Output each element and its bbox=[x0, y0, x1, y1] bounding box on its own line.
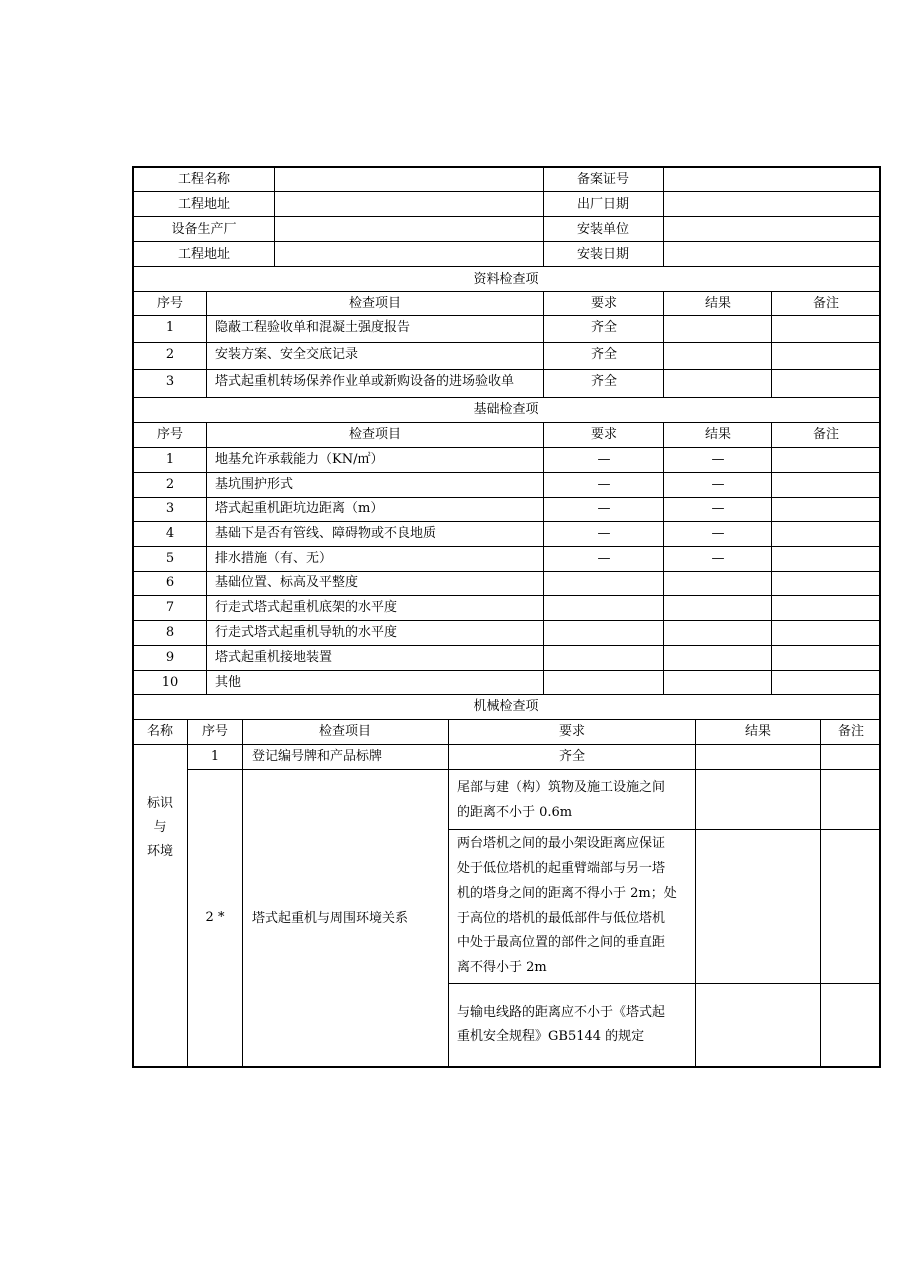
machine-row-req: 齐全 bbox=[558, 749, 586, 764]
row-divider bbox=[133, 291, 880, 292]
row-divider bbox=[133, 241, 880, 242]
factory-date-label: 出厂日期 bbox=[576, 197, 630, 212]
col-header-result: 结果 bbox=[704, 296, 732, 311]
docs-row-no: 1 bbox=[165, 320, 175, 335]
docs-row-req: 齐全 bbox=[590, 374, 618, 389]
foundation-row-item: 排水措施（有、无） bbox=[215, 551, 333, 566]
row-divider bbox=[133, 595, 880, 596]
foundation-row-result: — bbox=[711, 526, 725, 541]
row-divider bbox=[188, 769, 880, 770]
project-name-label: 工程名称 bbox=[177, 172, 231, 187]
install-unit-label: 安装单位 bbox=[576, 222, 630, 237]
foundation-section-title: 基础检查项 bbox=[473, 402, 539, 417]
row-divider bbox=[133, 645, 880, 646]
row-divider bbox=[133, 719, 880, 720]
row-divider bbox=[133, 472, 880, 473]
row-divider bbox=[133, 422, 880, 423]
foundation-row-no: 2 bbox=[165, 477, 175, 492]
col-divider bbox=[543, 291, 544, 397]
col-header-no: 序号 bbox=[156, 427, 184, 442]
requirement-line: 重机安全规程》GB5144 的规定 bbox=[457, 1029, 645, 1044]
row-divider bbox=[448, 829, 880, 830]
group-name-line: 环境 bbox=[146, 844, 174, 859]
col-divider bbox=[543, 167, 544, 266]
row-divider bbox=[133, 216, 880, 217]
requirement-line: 两台塔机之间的最小架设距离应保证 bbox=[457, 836, 666, 851]
requirement-line: 于高位的塔机的最低部件与低位塔机 bbox=[457, 911, 666, 926]
col-header-item: 检查项目 bbox=[348, 296, 402, 311]
col-header-req: 要求 bbox=[590, 296, 618, 311]
foundation-row-item: 塔式起重机接地装置 bbox=[215, 650, 333, 665]
foundation-row-req: — bbox=[597, 452, 611, 467]
docs-row-req: 齐全 bbox=[590, 320, 618, 335]
row-divider bbox=[133, 397, 880, 398]
foundation-row-req: — bbox=[597, 526, 611, 541]
foundation-row-no: 10 bbox=[161, 675, 179, 690]
foundation-row-no: 6 bbox=[165, 575, 175, 590]
foundation-row-no: 1 bbox=[165, 452, 175, 467]
foundation-row-item: 地基允许承载能力（KN/㎡） bbox=[215, 452, 384, 467]
col-divider bbox=[663, 422, 664, 694]
row-divider bbox=[133, 571, 880, 572]
docs-section-title: 资料检查项 bbox=[473, 272, 539, 287]
col-divider bbox=[663, 167, 664, 266]
col-divider bbox=[242, 719, 243, 1067]
foundation-row-no: 4 bbox=[165, 526, 175, 541]
col-header-result: 结果 bbox=[704, 427, 732, 442]
docs-row-req: 齐全 bbox=[590, 347, 618, 362]
col-divider bbox=[543, 422, 544, 694]
col-header-note: 备注 bbox=[812, 296, 840, 311]
requirement-line: 处于低位塔机的起重臂端部与另一塔 bbox=[457, 861, 666, 876]
foundation-row-req: — bbox=[597, 477, 611, 492]
foundation-row-item: 基础位置、标高及平整度 bbox=[215, 575, 359, 590]
machine-row-no: 2 * bbox=[205, 910, 225, 925]
project-address-label-2: 工程地址 bbox=[177, 247, 231, 262]
row-divider bbox=[133, 266, 880, 267]
foundation-row-item: 其他 bbox=[215, 675, 242, 690]
col-header-note: 备注 bbox=[812, 427, 840, 442]
docs-row-item: 隐蔽工程验收单和混凝土强度报告 bbox=[215, 320, 411, 335]
form-table-frame bbox=[132, 166, 881, 1068]
group-name-line: 与 bbox=[153, 820, 167, 835]
machine-row-no: 1 bbox=[210, 749, 220, 764]
col-divider bbox=[771, 291, 772, 397]
foundation-row-item: 基础下是否有管线、障碍物或不良地质 bbox=[215, 526, 437, 541]
col-header-no: 序号 bbox=[201, 724, 229, 739]
row-divider bbox=[133, 497, 880, 498]
machine-row-item: 登记编号牌和产品标牌 bbox=[252, 749, 383, 764]
row-divider bbox=[133, 369, 880, 370]
install-date-label: 安装日期 bbox=[576, 247, 630, 262]
machine-section-title: 机械检查项 bbox=[473, 699, 539, 714]
requirement-line: 中处于最高位置的部件之间的垂直距 bbox=[457, 935, 666, 950]
row-divider bbox=[133, 744, 880, 745]
row-divider bbox=[133, 670, 880, 671]
docs-row-no: 2 bbox=[165, 347, 175, 362]
col-header-note: 备注 bbox=[837, 724, 865, 739]
foundation-row-no: 7 bbox=[165, 600, 175, 615]
foundation-row-item: 行走式塔式起重机底架的水平度 bbox=[215, 600, 398, 615]
manufacturer-label: 设备生产厂 bbox=[171, 222, 237, 237]
docs-row-item: 安装方案、安全交底记录 bbox=[215, 347, 359, 362]
col-header-item: 检查项目 bbox=[318, 724, 372, 739]
col-divider bbox=[206, 291, 207, 397]
row-divider bbox=[133, 694, 880, 695]
requirement-line: 机的塔身之间的距离不得小于 2m；处 bbox=[457, 886, 677, 901]
row-divider bbox=[133, 447, 880, 448]
row-divider bbox=[133, 620, 880, 621]
foundation-row-result: — bbox=[711, 501, 725, 516]
col-header-req: 要求 bbox=[590, 427, 618, 442]
col-divider bbox=[206, 422, 207, 694]
col-divider bbox=[448, 719, 449, 1067]
group-name-line: 标识 bbox=[146, 796, 174, 811]
foundation-row-result: — bbox=[711, 477, 725, 492]
col-header-req: 要求 bbox=[558, 724, 586, 739]
row-divider bbox=[133, 315, 880, 316]
row-divider bbox=[133, 521, 880, 522]
row-divider bbox=[133, 342, 880, 343]
project-address-label: 工程地址 bbox=[177, 197, 231, 212]
col-header-item: 检查项目 bbox=[348, 427, 402, 442]
filing-no-label: 备案证号 bbox=[576, 172, 630, 187]
foundation-row-req: — bbox=[597, 551, 611, 566]
col-header-no: 序号 bbox=[156, 296, 184, 311]
col-header-name: 名称 bbox=[146, 724, 174, 739]
docs-row-no: 3 bbox=[165, 374, 175, 389]
foundation-row-req: — bbox=[597, 501, 611, 516]
col-divider bbox=[274, 167, 275, 266]
col-header-result: 结果 bbox=[744, 724, 772, 739]
col-divider bbox=[771, 422, 772, 694]
requirement-line: 尾部与建（构）筑物及施工设施之间 bbox=[457, 780, 666, 795]
row-divider bbox=[133, 546, 880, 547]
row-divider bbox=[448, 983, 880, 984]
foundation-row-no: 8 bbox=[165, 625, 175, 640]
foundation-row-item: 塔式起重机距坑边距离（m） bbox=[215, 501, 384, 516]
foundation-row-item: 基坑围护形式 bbox=[215, 477, 294, 492]
col-divider bbox=[820, 719, 821, 1067]
requirement-line: 与输电线路的距离应不小于《塔式起 bbox=[457, 1005, 666, 1020]
col-divider bbox=[695, 719, 696, 1067]
col-divider bbox=[187, 719, 188, 1067]
foundation-row-no: 5 bbox=[165, 551, 175, 566]
foundation-row-no: 3 bbox=[165, 501, 175, 516]
requirement-line: 离不得小于 2m bbox=[457, 960, 547, 975]
foundation-row-no: 9 bbox=[165, 650, 175, 665]
col-divider bbox=[663, 291, 664, 397]
row-divider bbox=[133, 191, 880, 192]
foundation-row-result: — bbox=[711, 452, 725, 467]
foundation-row-item: 行走式塔式起重机导轨的水平度 bbox=[215, 625, 398, 640]
machine-row-item: 塔式起重机与周围环境关系 bbox=[252, 911, 409, 926]
docs-row-item: 塔式起重机转场保养作业单或新购设备的进场验收单 bbox=[215, 374, 515, 389]
requirement-line: 的距离不小于 0.6m bbox=[457, 805, 573, 820]
foundation-row-result: — bbox=[711, 551, 725, 566]
